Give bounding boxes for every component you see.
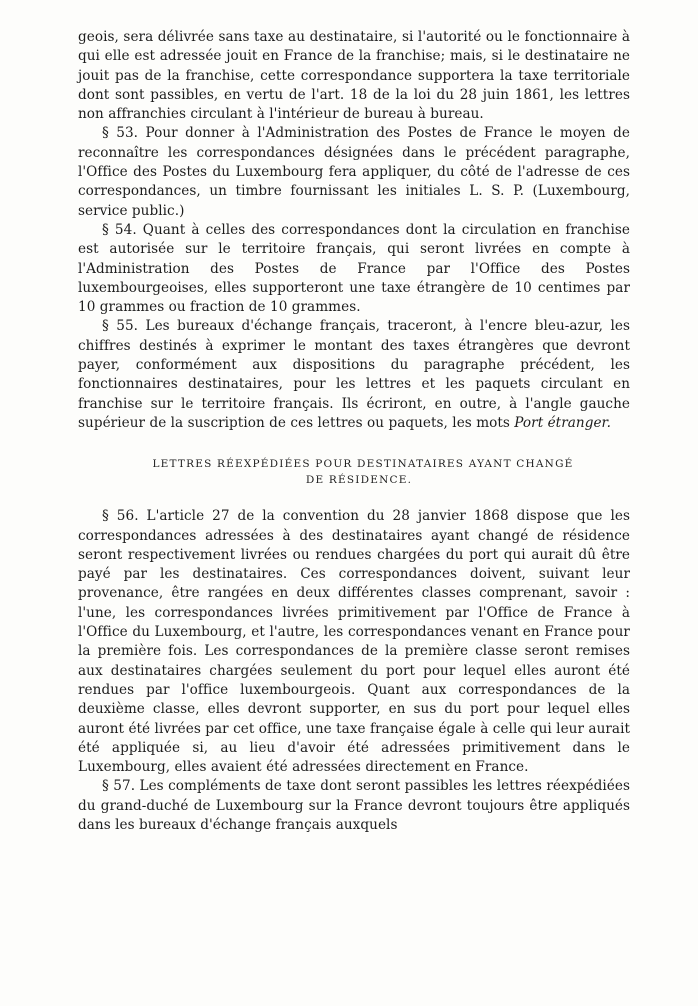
document-page bbox=[78, 28, 630, 835]
section-heading-line1: LETTRES RÉEXPÉDIÉES POUR DESTINATAIRES AYANT CHANGÉ bbox=[152, 458, 574, 471]
paragraph-55-text: § 55. Les bureaux d'échange français, traceront, à l'encre bleu-azur, les chiffres destinés à exprimer le montant des taxes étrangères que devront payer, conformément aux dispositions du paragraphe précédent, les fonctionnaires destinataires, pour les lettres et les paquets circulant en franchise sur le territoire français. Ils écriront, en outre, à l'angle gauche supérieur de la suscription de ces lettres ou paquets, les mots bbox=[78, 318, 630, 431]
section-heading-line2: DE RÉSIDENCE. bbox=[305, 474, 413, 487]
paragraph-55 bbox=[78, 317, 630, 433]
paragraph-57: § 57. Les compléments de taxe dont seront passibles les lettres réexpédiées du grand-duché de Luxembourg sur la France devront toujours être appliqués dans les bureaux d'échange français auxquels bbox=[78, 778, 630, 833]
section-heading bbox=[78, 456, 630, 488]
paragraph-56: § 56. L'article 27 de la convention du 28 janvier 1868 dispose que les correspondances adressées à des destinataires ayant changé de résidence seront respectivement livrées ou rendues chargées du port qui aurait dû être payé par les destinataires. Ces correspondances doivent, suivant leur provenance, être rangées en deux différentes classes comprenant, savoir : l'une, les correspondances livrées primitivement par l'Office de France à l'Office du Luxembourg, et l'autre, les correspondances venant en France pour la première fois. Les correspondances de la première classe seront remises aux destinataires chargées seulement du port pour lequel elles auront été rendues par l'office luxembourgeois. Quant aux correspondances de la deuxième classe, elles devront supporter, en sus du port pour lequel elles auront été livrées par cet office, une taxe française égale à celle qui leur aurait été appliquée si, au lieu d'avoir été adressées primitivement dans le Luxembourg, elles avaient été adressées directement en France. bbox=[78, 508, 630, 776]
paragraph-54: § 54. Quant à celles des correspondances dont la circulation en franchise est autorisée sur le territoire français, qui seront livrées en compte à l'Administration des Postes de France par l'Office des Postes luxembourgeoises, elles supporteront une taxe étrangère de 10 centimes par 10 grammes ou fraction de 10 grammes. bbox=[78, 221, 630, 316]
paragraph-continued: geois, sera délivrée sans taxe au destinataire, si l'autorité ou le fonctionnaire à qui elle est adressée jouit en France de la franchise; mais, si le destinataire ne jouit pas de la franchise, cette correspondance supportera la taxe territoriale dont sont passibles, en vertu de l'art. 18 de la loi du 28 juin 1861, les lettres non affranchies circulant à l'intérieur de bureau à bureau. bbox=[78, 29, 630, 123]
paragraph-55-italic: Port étranger. bbox=[514, 414, 611, 431]
paragraph-53: § 53. Pour donner à l'Administration des Postes de France le moyen de reconnaître les correspondances désignées dans le précédent paragraphe, l'Office des Postes du Luxembourg fera appliquer, du côté de l'adresse de ces correspondances, un timbre fournissant les initiales L. S. P. (Luxembourg, service public.) bbox=[78, 125, 630, 219]
